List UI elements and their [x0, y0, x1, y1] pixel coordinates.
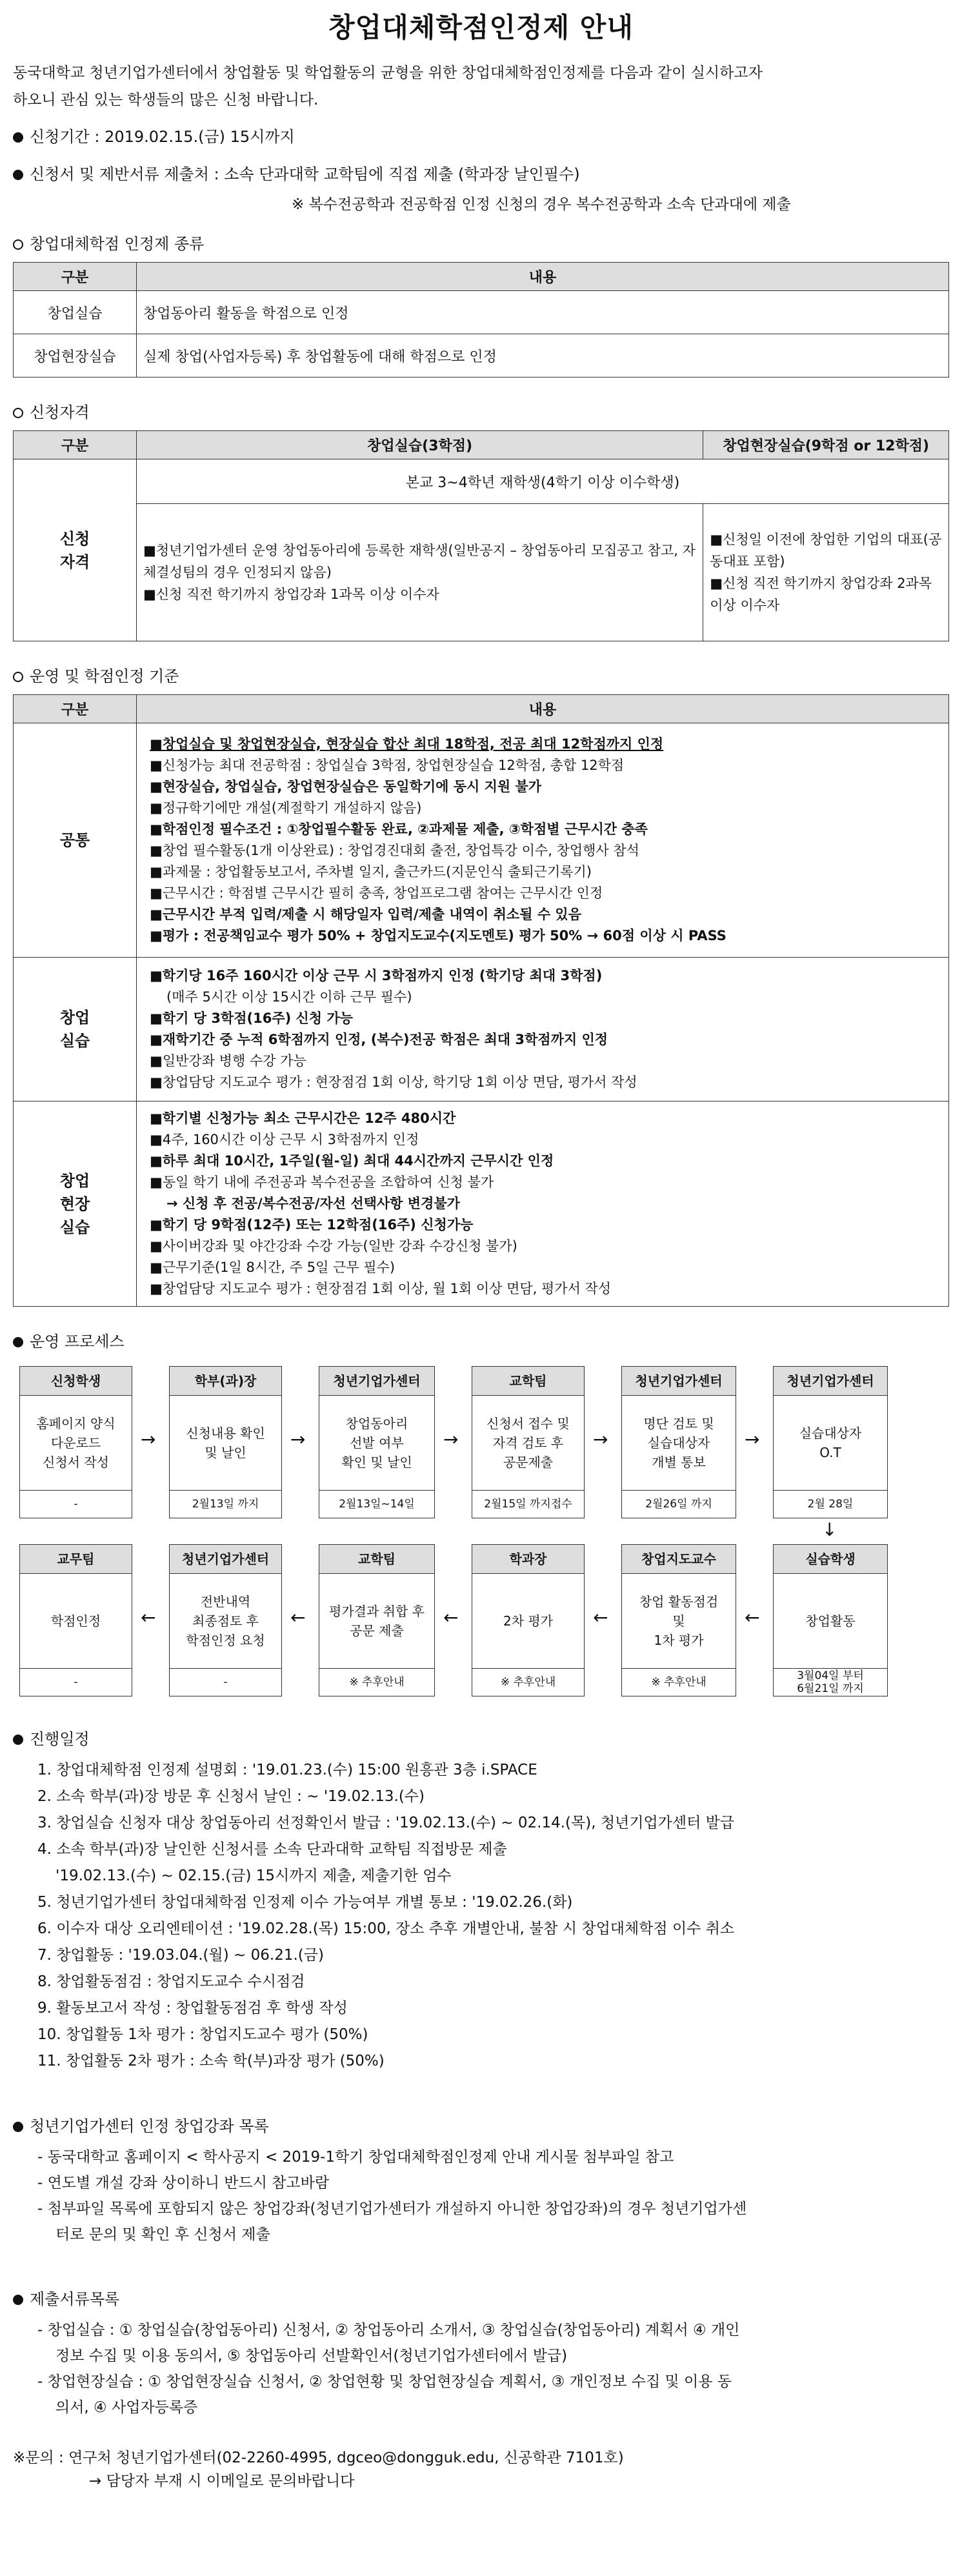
- list-item: - 연도별 개설 강좌 상이하니 반드시 참고바람: [37, 2175, 330, 2191]
- list-item: 5. 청년기업가센터 창업대체학점 인정제 이수 가능여부 개별 통보 : '19.02.26.(화): [37, 1894, 573, 1911]
- list-item: - 창업현장실습 : ① 창업현장실습 신청서, ② 창업현황 및 창업현장실습 계획서, ③ 개인정보 수집 및 이용 동: [37, 2373, 732, 2390]
- qual-heading: 신청자격: [13, 399, 949, 425]
- submit-text: 신청서 및 제반서류 제출처 : 소속 단과대학 교학팀에 직접 제출 (학과장 날인필수): [30, 165, 580, 183]
- courses-heading: 청년기업가센터 인정 창업강좌 목록: [13, 2113, 949, 2139]
- process-step: 교학팀 평가결과 취합 후 공문 제출 ※ 추후안내: [319, 1544, 435, 1696]
- schedule-list: [13, 1757, 949, 2075]
- arrow-right-icon: →: [443, 1429, 459, 1450]
- process-step: 청년기업가센터 창업동아리 선발 여부 확인 및 날인 2월13일~14일: [319, 1366, 435, 1518]
- process-step: 교무팀 학점인정 -: [19, 1544, 132, 1696]
- submit-item: [13, 161, 949, 187]
- bullet-dot-icon: [13, 2122, 23, 2132]
- bullet-dot-icon: [13, 132, 23, 143]
- process-diagram: [13, 1360, 949, 1721]
- bullet-circle-icon: [13, 672, 23, 682]
- ops-field: ■학기별 신청가능 최소 근무시간은 12주 480시간 ■4주, 160시간 이상 근무 시 3학점까지 인정 ■하루 최대 10시간, 1주일(월-일) 최대 44시간까지 근무시간 인정 ■동일 학기 내에 주전공과 복수전공을 조합하여 신청 불가 → 신청 후 전공/복수전공/자선 선택사항 변경불가 ■학기 당 9학점(12주) 또는 12학점(16주) 신청가능 ■사이버강좌 및 야간강좌 수강 가능(일반 강좌 수강신청 불가) ■근무기준(1일 8시간, 주 5일 근무 필수) ■창업담당 지도교수 평가 : 현장점검 1회 이상, 월 1회 이상 면담, 평가서 작성: [137, 1102, 949, 1307]
- ops-practice: ■학기당 16주 160시간 이상 근무 시 3학점까지 인정 (학기당 최대 3학점) (매주 5시간 이상 15시간 이하 근무 필수) ■학기 당 3학점(16주) 신청 가능 ■재학기간 중 누적 6학점까지 인정, (복수)전공 학점은 최대 3학점까지 인정 ■일반강좌 병행 수강 가능 ■창업담당 지도교수 평가 : 현장점검 1회 이상, 학기당 1회 이상 면담, 평가서 작성: [137, 958, 949, 1102]
- bullet-dot-icon: [13, 170, 23, 180]
- list-item: 7. 창업활동 : '19.03.04.(월) ~ 06.21.(금): [37, 1947, 324, 1964]
- process-step: 학부(과)장 신청내용 확인 및 날인 2월13일 까지: [169, 1366, 282, 1518]
- bullet-circle-icon: [13, 239, 23, 250]
- types-heading: 창업대체학점 인정제 종류: [13, 231, 949, 257]
- types-col-content: 내용: [137, 263, 949, 291]
- qual-label: 신청 자격: [14, 459, 137, 641]
- arrow-left-icon: ←: [443, 1607, 459, 1628]
- qual-left: ■청년기업가센터 운영 창업동아리에 등록한 재학생(일반공지 – 창업동아리 모집공고 참고, 자체결성팀의 경우 인정되지 않음) ■신청 직전 학기까지 창업강좌 1과목 이상 이수자: [137, 504, 703, 641]
- page-title: 창업대체학점인정제 안내: [328, 12, 634, 43]
- table-row: 창업실습 창업동아리 활동을 학점으로 인정: [14, 291, 949, 334]
- list-item: 3. 창업실습 신청자 대상 창업동아리 선정확인서 발급 : '19.02.13.(수) ~ 02.14.(목), 청년기업가센터 발급: [37, 1815, 735, 1831]
- arrow-left-icon: ←: [745, 1607, 760, 1628]
- list-item: 9. 활동보고서 작성 : 창업활동점검 후 학생 작성: [37, 2000, 348, 2017]
- arrow-right-icon: →: [745, 1429, 760, 1450]
- contact-footer: [13, 2446, 949, 2493]
- ops-common: ■창업실습 및 창업현장실습, 현장실습 합산 최대 18학점, 전공 최대 12학점까지 인정 ■신청가능 최대 전공학점 : 창업실습 3학점, 창업현장실습 12학점, 총합 12학점 ■현장실습, 창업실습, 창업현장실습은 동일학기에 동시 지원 불가 ■정규학기에만 개설(계절학기 개설하지 않음) ■학점인정 필수조건 : ①창업필수활동 완료, ②과제물 제출, ③학점별 근무시간 충족 ■창업 필수활동(1개 이상완료) : 창업경진대회 출전, 창업특강 이수, 창업행사 참석 ■과제물 : 창업활동보고서, 주차별 일지, 출근카드(지문인식 출퇴근기록기) ■근무시간 : 학점별 근무시간 필히 충족, 창업프로그램 참여는 근무시간 인정 ■근무시간 부적 입력/제출 시 해당일자 입력/제출 내역이 취소될 수 있음 ■평가 : 전공책임교수 평가 50% + 창업지도교수(지도멘토) 평가 50% → 60점 이상 시 PASS: [137, 723, 949, 958]
- arrow-left-icon: ←: [141, 1607, 156, 1628]
- process-step: 신청학생 홈페이지 양식 다운로드 신청서 작성 -: [19, 1366, 132, 1518]
- arrow-right-icon: →: [141, 1429, 156, 1450]
- process-step: 청년기업가센터 명단 검토 및 실습대상자 개별 통보 2월26일 까지: [621, 1366, 736, 1518]
- list-item: 터로 문의 및 확인 후 신청서 제출: [55, 2226, 270, 2243]
- list-item: 정보 수집 및 이용 동의서, ⑤ 창업동아리 선발확인서(청년기업가센터에서 발급): [55, 2348, 568, 2364]
- intro-text: [13, 59, 949, 114]
- arrow-down-icon: ↓: [822, 1519, 837, 1540]
- bullet-circle-icon: [13, 408, 23, 418]
- list-item: - 동국대학교 홈페이지 < 학사공지 < 2019-1학기 창업대체학점인정제 안내 게시물 첨부파일 참고: [37, 2149, 674, 2166]
- list-item: 6. 이수자 대상 오리엔테이션 : '19.02.28.(목) 15:00, 장소 추후 개별안내, 불참 시 창업대체학점 이수 취소: [37, 1920, 735, 1937]
- list-item: - 첨부파일 목록에 포함되지 않은 창업강좌(청년기업가센터가 개설하지 아니한 창업강좌)의 경우 청년기업가센: [37, 2200, 747, 2217]
- process-step: 청년기업가센터 실습대상자 O.T 2월 28일: [773, 1366, 888, 1518]
- list-item: 4. 소속 학부(과)장 날인한 신청서를 소속 단과대학 교학팀 직접방문 제출: [37, 1841, 507, 1858]
- qual-table: 구분 창업실습(3학점) 창업현장실습(9학점 or 12학점) 신청 자격 본교 3~4학년 재학생(4학기 이상 이수학생) ■청년기업가센터 운영 창업동아리에 등록한 재학생(일반공지 – 창업동아리 모집공고 참고, 자체결성팀의 경우 인정되지 않음) ■신청 직전 학기까지 창업강좌 1과목 이상 이수자 ■신청일 이전에 창업한 기업의 대표(공동대표 포함) ■신청 직전 학기까지 창업강좌 2과목 이상 이수자: [13, 430, 949, 641]
- period-text: 신청기간 : 2019.02.15.(금) 15시까지: [30, 128, 295, 146]
- list-item: 의서, ④ 사업자등록증: [55, 2399, 198, 2416]
- process-step: 실습학생 창업활동 3월04일 부터 6월21일 까지: [773, 1544, 888, 1696]
- docs-heading: 제출서류목록: [13, 2286, 949, 2312]
- process-step: 창업지도교수 창업 활동점검 및 1차 평가 ※ 추후안내: [621, 1544, 736, 1696]
- bullet-dot-icon: [13, 1735, 23, 1745]
- submit-note: ※ 복수전공학과 전공학점 인정 신청의 경우 복수전공학과 소속 단과대에 제출: [292, 196, 791, 213]
- schedule-heading: 진행일정: [13, 1726, 949, 1752]
- list-item: 10. 창업활동 1차 평가 : 창업지도교수 평가 (50%): [37, 2026, 368, 2043]
- process-step: 청년기업가센터 전반내역 최종점토 후 학점인정 요청 -: [169, 1544, 282, 1696]
- arrow-left-icon: ←: [290, 1607, 306, 1628]
- process-step: 교학팀 신청서 접수 및 자격 검토 후 공문제출 2월15일 까지접수: [472, 1366, 585, 1518]
- contact-line: ※문의 : 연구처 청년기업가센터(02-2260-4995, dgceo@dongguk.edu, 신공학관 7101호): [13, 2450, 624, 2466]
- arrow-right-icon: →: [593, 1429, 608, 1450]
- ops-table: 구분 내용 공통 ■창업실습 및 창업현장실습, 현장실습 합산 최대 18학점, 전공 최대 12학점까지 인정 ■신청가능 최대 전공학점 : 창업실습 3학점, 창업현장실습 12학점, 총합 12학점 ■현장실습, 창업실습, 창업현장실습은 동일학기에 동시 지원 불가 ■정규학기에만 개설(계절학기 개설하지 않음) ■학점인정 필수조건 : ①창업필수활동 완료, ②과제물 제출, ③학점별 근무시간 충족 ■창업 필수활동(1개 이상완료) : 창업경진대회 출전, 창업특강 이수, 창업행사 참석 ■과제물 : 창업활동보고서, 주차별 일지, 출근카드(지문인식 출퇴근기록기) ■근무시간 : 학점별 근무시간 필히 충족, 창업프로그램 참여는 근무시간 인정 ■근무시간 부적 입력/제출 시 해당일자 입력/제출 내역이 취소될 수 있음 ■평가 : 전공책임교수 평가 50% + 창업지도교수(지도멘토) 평가 50% → 60점 이상 시 PASS 창업 실습 ■학기당 16주 160시간 이상 근무 시 3학점까지 인정 (학기당 최대 3학점) (매주 5시간 이상 15시간 이하 근무 필수) ■학기 당 3학점(16주) 신청 가능 ■재학기간 중 누적 6학점까지 인정, (복수)전공 학점은 최대 3학점까지 인정 ■일반강좌 병행 수강 가능 ■창업담당 지도교수 평가 : 현장점검 1회 이상, 학기당 1회 이상 면담, 평가서 작성 창업 현장 실습 ■학기별 신청가능 최소 근무시간은 12주 480시간 ■4주, 160시간 이상 근무 시 3학점까지 인정 ■하루 최대 10시간, 1주일(월-일) 최대 44시간까지 근무시간 인정 ■동일 학기 내에 주전공과 복수전공을 조합하여 신청 불가 → 신청 후 전공/복수전공/자선 선택사항 변경불가 ■학기 당 9학점(12주) 또는 12학점(16주) 신청가능 ■사이버강좌 및 야간강좌 수강 가능(일반 강좌 수강신청 불가) ■근무기준(1일 8시간, 주 5일 근무 필수) ■창업담당 지도교수 평가 : 현장점검 1회 이상, 월 1회 이상 면담, 평가서 작성: [13, 694, 949, 1307]
- ops-heading: 운영 및 학점인정 기준: [13, 663, 949, 689]
- period-item: [13, 124, 949, 150]
- list-item: '19.02.13.(수) ~ 02.15.(금) 15시까지 제출, 제출기한 엄수: [55, 1867, 452, 1884]
- bullet-dot-icon: [13, 1337, 23, 1347]
- courses-list: [13, 2144, 949, 2248]
- intro-line-2: 하오니 관심 있는 학생들의 많은 신청 바랍니다.: [13, 92, 319, 108]
- qual-right: ■신청일 이전에 창업한 기업의 대표(공동대표 포함) ■신청 직전 학기까지 창업강좌 2과목 이상 이수자: [703, 504, 949, 641]
- arrow-right-icon: →: [290, 1429, 306, 1450]
- process-step: 학과장 2차 평가 ※ 추후안내: [472, 1544, 585, 1696]
- list-item: 1. 창업대체학점 인정제 설명회 : '19.01.23.(수) 15:00 원흥관 3층 i.SPACE: [37, 1762, 537, 1778]
- docs-list: [13, 2317, 949, 2420]
- list-item: 11. 창업활동 2차 평가 : 소속 학(부)과장 평가 (50%): [37, 2053, 385, 2069]
- list-item: - 창업실습 : ① 창업실습(창업동아리) 신청서, ② 창업동아리 소개서, ③ 창업실습(창업동아리) 계획서 ④ 개인: [37, 2322, 740, 2339]
- contact-note: → 담당자 부재 시 이메일로 문의바랍니다: [89, 2473, 355, 2490]
- process-heading: 운영 프로세스: [13, 1329, 949, 1354]
- types-table: [13, 262, 949, 377]
- list-item: 8. 창업활동점검 : 창업지도교수 수시점검: [37, 1973, 305, 1990]
- intro-line-1: 동국대학교 청년기업가센터에서 창업활동 및 학업활동의 균형을 위한 창업대체학점인정제를 다음과 같이 실시하고자: [13, 65, 763, 81]
- qual-common: 본교 3~4학년 재학생(4학기 이상 이수학생): [137, 459, 949, 504]
- list-item: 2. 소속 학부(과)장 방문 후 신청서 날인 : ~ '19.02.13.(수): [37, 1788, 425, 1805]
- types-col-label: 구분: [14, 263, 137, 291]
- arrow-left-icon: ←: [593, 1607, 608, 1628]
- table-row: 창업현장실습 실제 창업(사업자등록) 후 창업활동에 대해 학점으로 인정: [14, 334, 949, 377]
- bullet-dot-icon: [13, 2295, 23, 2305]
